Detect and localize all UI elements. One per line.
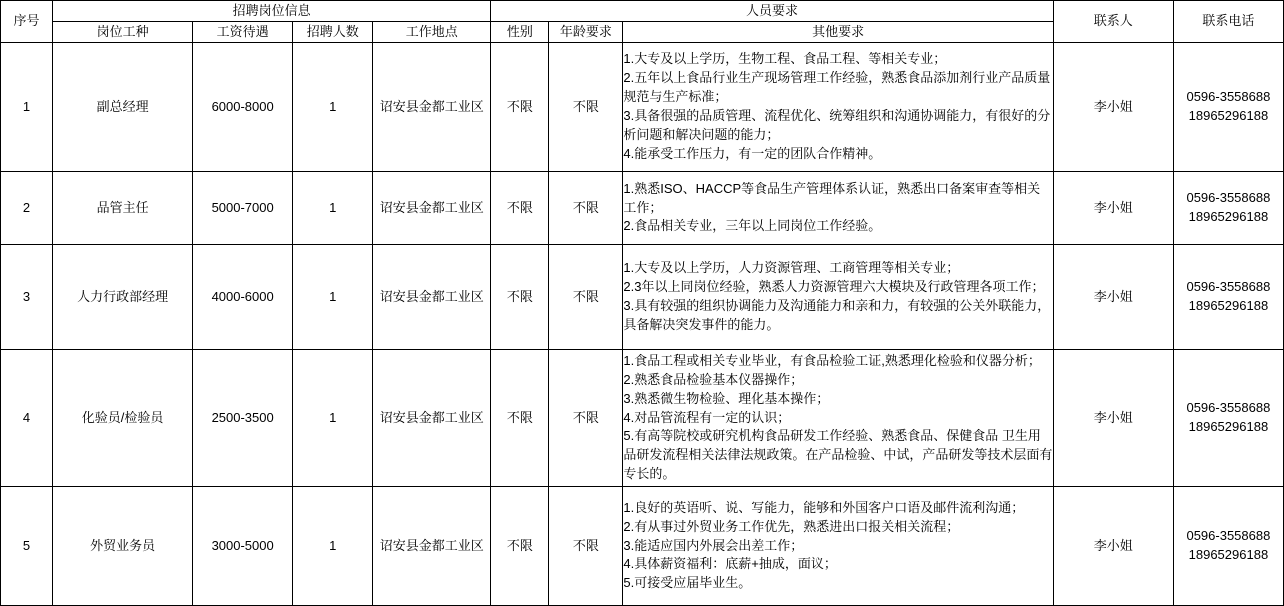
row-count: 1 <box>293 43 373 172</box>
text-line: 1.大专及以上学历，人力资源管理、工商管理等相关专业； <box>623 260 960 276</box>
header-place: 工作地点 <box>373 22 491 43</box>
row-salary: 2500-3500 <box>193 350 293 487</box>
row-salary: 3000-5000 <box>193 487 293 606</box>
row-contact: 李小姐 <box>1053 43 1173 172</box>
text-line: 1.食品工程或相关专业毕业，有食品检验工证,熟悉理化检验和仪器分析； <box>623 353 1041 369</box>
row-contact: 李小姐 <box>1053 172 1173 245</box>
row-phone <box>1173 245 1283 350</box>
text-line: 2.3年以上同岗位经验，熟悉人力资源管理六大模块及行政管理各项工作； <box>623 279 1045 295</box>
text-line: 0596-3558688 <box>1186 190 1271 206</box>
text-line: 0596-3558688 <box>1186 400 1271 416</box>
row-gender: 不限 <box>491 487 549 606</box>
row-place: 诏安县金都工业区 <box>373 245 491 350</box>
text-line: 3.能适应国内外展会出差工作； <box>623 537 804 553</box>
text-line: 0596-3558688 <box>1186 89 1271 105</box>
text-line: 3.具备很强的品质管理、流程优化、统筹组织和沟通协调能力，有很好的分析问题和解决问题的能力； <box>623 108 1051 142</box>
text-line: 5.有高等院校或研究机构食品研发工作经验、熟悉食品、保健食品 卫生用品研发流程相关法律法规政策。在产品检验、中试，产品研发等技术层面有专长的。 <box>623 428 1053 482</box>
text-line: 4.对品管流程有一定的认识； <box>623 409 791 425</box>
row-place: 诏安县金都工业区 <box>373 43 491 172</box>
row-seq: 1 <box>1 43 53 172</box>
row-gender: 不限 <box>491 172 549 245</box>
header-age: 年龄要求 <box>549 22 623 43</box>
row-seq: 3 <box>1 245 53 350</box>
row-place: 诏安县金都工业区 <box>373 487 491 606</box>
row-gender: 不限 <box>491 245 549 350</box>
row-age: 不限 <box>549 43 623 172</box>
text-line: 18965296188 <box>1188 108 1269 123</box>
row-post: 化验员/检验员 <box>53 350 193 487</box>
text-line: 18965296188 <box>1188 419 1269 434</box>
text-line: 0596-3558688 <box>1186 279 1271 295</box>
row-other <box>623 43 1053 172</box>
text-line: 5.可接受应届毕业生。 <box>623 575 752 591</box>
row-salary: 5000-7000 <box>193 172 293 245</box>
row-post: 品管主任 <box>53 172 193 245</box>
row-seq: 2 <box>1 172 53 245</box>
row-seq: 4 <box>1 350 53 487</box>
row-other <box>623 245 1053 350</box>
text-line: 18965296188 <box>1188 298 1269 313</box>
text-line: 2.熟悉食品检验基本仪器操作； <box>623 371 804 387</box>
header-contact-person: 联系人 <box>1053 1 1173 43</box>
row-age: 不限 <box>549 172 623 245</box>
row-count: 1 <box>293 350 373 487</box>
row-other <box>623 350 1053 487</box>
header-other: 其他要求 <box>623 22 1053 43</box>
row-other <box>623 487 1053 606</box>
table-row <box>1 43 1284 172</box>
header-group-job: 招聘岗位信息 <box>53 1 491 22</box>
row-age: 不限 <box>549 245 623 350</box>
row-phone <box>1173 43 1283 172</box>
row-gender: 不限 <box>491 43 549 172</box>
row-salary: 4000-6000 <box>193 245 293 350</box>
row-age: 不限 <box>549 487 623 606</box>
header-gender: 性别 <box>491 22 549 43</box>
row-age: 不限 <box>549 350 623 487</box>
header-salary: 工资待遇 <box>193 22 293 43</box>
header-contact-phone: 联系电话 <box>1173 1 1283 43</box>
table-body <box>1 43 1284 606</box>
text-line: 1.熟悉ISO、HACCP等食品生产管理体系认证，熟悉出口备案审查等相关工作； <box>623 180 1041 215</box>
text-line: 1.良好的英语听、说、写能力，能够和外国客户口语及邮件流利沟通； <box>623 499 1025 515</box>
row-post: 外贸业务员 <box>53 487 193 606</box>
row-phone <box>1173 487 1283 606</box>
row-salary: 6000-8000 <box>193 43 293 172</box>
row-phone <box>1173 172 1283 245</box>
text-line: 18965296188 <box>1188 547 1269 562</box>
text-line: 2.食品相关专业，三年以上同岗位工作经验。 <box>623 218 882 234</box>
table-row <box>1 350 1284 487</box>
row-contact: 李小姐 <box>1053 487 1173 606</box>
row-post: 人力行政部经理 <box>53 245 193 350</box>
text-line: 3.熟悉微生物检验、理化基本操作； <box>623 390 830 406</box>
table-row <box>1 487 1284 606</box>
row-place: 诏安县金都工业区 <box>373 350 491 487</box>
header-seq: 序号 <box>1 1 53 43</box>
row-count: 1 <box>293 172 373 245</box>
row-post: 副总经理 <box>53 43 193 172</box>
text-line: 0596-3558688 <box>1186 528 1271 544</box>
table-row <box>1 245 1284 350</box>
row-count: 1 <box>293 245 373 350</box>
text-line: 4.具体薪资福利：底薪+抽成，面议； <box>623 556 837 572</box>
row-seq: 5 <box>1 487 53 606</box>
row-count: 1 <box>293 487 373 606</box>
text-line: 1.大专及以上学历，生物工程、食品工程、等相关专业； <box>623 51 947 67</box>
row-gender: 不限 <box>491 350 549 487</box>
text-line: 3.具有较强的组织协调能力及沟通能力和亲和力，有较强的公关外联能力，具备解决突发事件的能力。 <box>623 298 1051 332</box>
text-line: 2.有从事过外贸业务工作优先，熟悉进出口报关相关流程； <box>623 518 960 534</box>
text-line: 2.五年以上食品行业生产现场管理工作经验，熟悉食品添加剂行业产品质量规范与生产标准； <box>623 70 1051 105</box>
text-line: 18965296188 <box>1188 209 1269 224</box>
header-group-person: 人员要求 <box>491 1 1053 22</box>
row-place: 诏安县金都工业区 <box>373 172 491 245</box>
row-contact: 李小姐 <box>1053 350 1173 487</box>
table-row <box>1 172 1284 245</box>
header-count: 招聘人数 <box>293 22 373 43</box>
header-post: 岗位工种 <box>53 22 193 43</box>
row-other <box>623 172 1053 245</box>
table-header-row-1 <box>1 1 1284 22</box>
text-line: 4.能承受工作压力，有一定的团队合作精神。 <box>623 145 882 161</box>
row-contact: 李小姐 <box>1053 245 1173 350</box>
row-phone <box>1173 350 1283 487</box>
